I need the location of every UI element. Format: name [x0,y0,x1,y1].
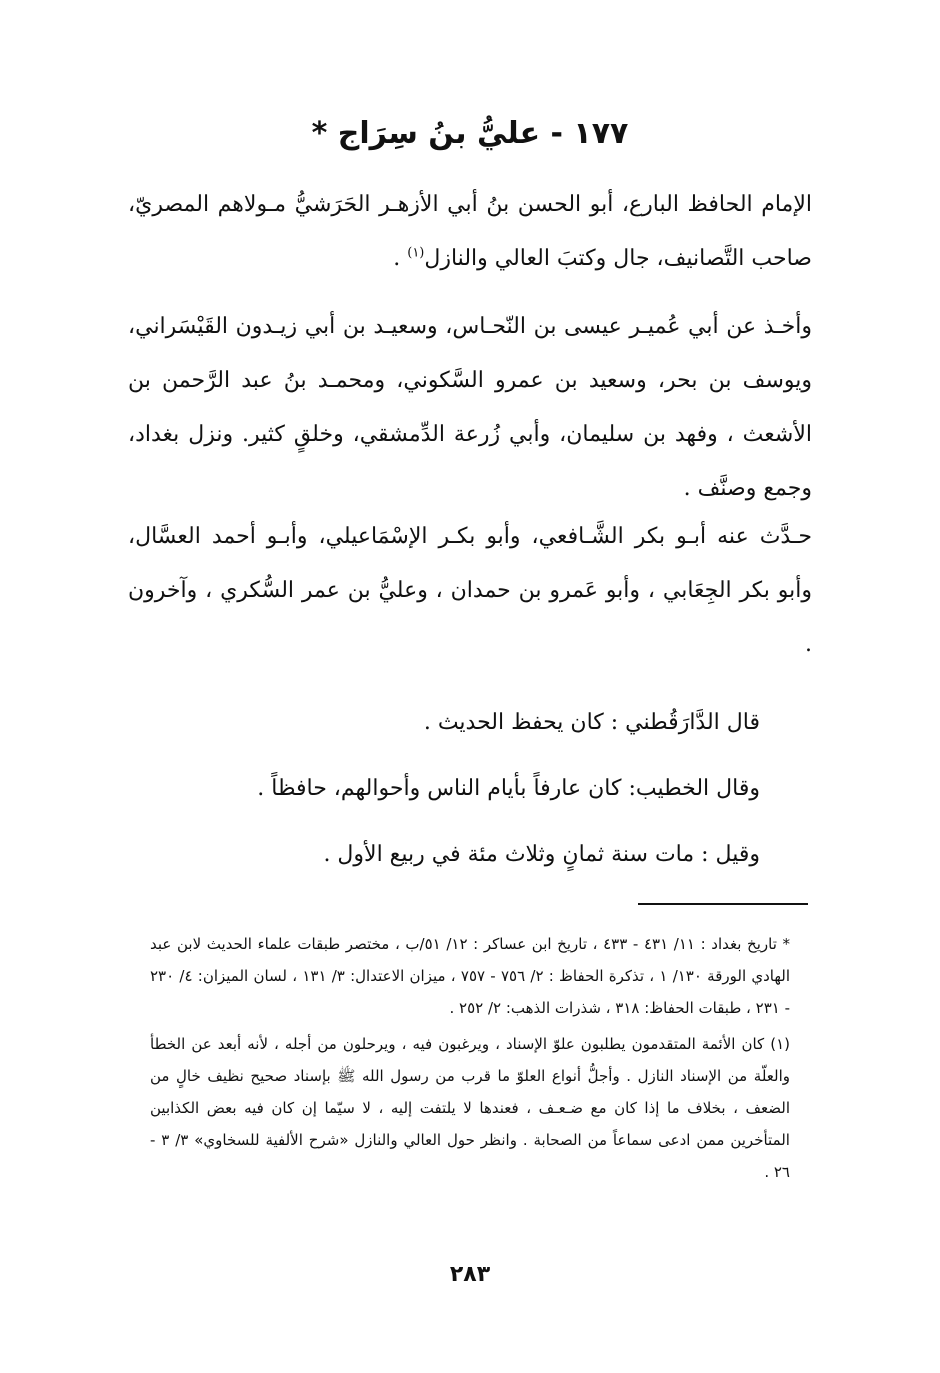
footnote-1: (١) كان الأئمة المتقدمون يطلبون علوّ الإسناد ، ويرغبون فيه ، ويرحلون من أجله ، لأنه أبعد عن الخطأ والعلّة من الإسناد النازل . وأجلُّ أنواع العلوّ ما قرب من رسول الله ﷺ بإسناد صحيح نظيف خالٍ من الضعف ، بخلاف ما إذا كان مع ضـعـف ، فعندها لا يلتفت إليه ، لا سيّما إن كان فيه بعض الكذابين المتأخرين ممن ادعى سماعاً من الصحابة . وانظر حول العالي والنازل «شرح الألفية للسخاوي» ٣/ ٣ - ٢٦ . [150,1035,790,1181]
footnote-sources: * تاريخ بغداد : ١١/ ٤٣١ - ٤٣٣ ، تاريخ ابن عساكر : ١٢/ ٥١/ب ، مختصر طبقات علماء الحديث لابن عبد الهادي الورقة ١٣٠/ ١ ، تذكرة الحفاظ : ٢/ ٧٥٦ - ٧٥٧ ، ميزان الاعتدال: ٣/ ١٣١ ، لسان الميزان: ٤/ ٢٣٠ - ٢٣١ ، طبقات الحفاظ: ٣١٨ ، شذرات الذهب: ٢/ ٢٥٢ . [150,935,790,1017]
quote-khatib: وقال الخطيب: كان عارفاً بأيام الناس وأحوالهم، حافظاً . [257,776,760,801]
quotes-block [128,690,760,888]
quote-death: وقيل : مات سنة ثمانٍ وثلاث مئة في ربيع الأول . [323,842,760,867]
footnote-reference-1: (١) [407,245,425,261]
page-number: ٢٨٣ [449,1262,491,1287]
entry-title: ١٧٧ - عليُّ بنُ سِرَاج * [311,116,629,151]
footnotes [150,928,790,1192]
footnote-divider [638,903,808,905]
paragraph-1-text: الإمام الحافظ البارع، أبو الحسن بنُ أبي الأزهـر الحَرَشيُّ مـولاهم المصريّ، صاحب التَّصانيف، جال وكتبَ العالي والنازل [128,192,812,271]
biography-paragraph-2: وأخـذ عن أبي عُميـر عيسى بن النّحـاس، وسعيـد بن أبي زيـدون القَيْسَراني، ويوسف بن بحر، وسعيد بن عمرو السَّكوني، ومحمـد بنُ عبد الرَّحمن بن الأشعث ، وفهد بن سليمان، وأبي زُرعة الدِّمشقي، وخلقٍ كثير. ونزل بغداد، وجمع وصنَّف . [128,314,812,501]
quote-daraqutni: قال الدَّارَقُطني : كان يحفظ الحديث . [423,710,760,735]
biography-paragraph-3: حـدَّث عنه أبـو بكر الشَّـافعي، وأبو بكـر الإسْمَاعيلي، وأبـو أحمد العسَّال، وأبو بكر الجِعَابي ، وأبو عَمرو بن حمدان ، وعليُّ بن عمر السُّكري ، وآخرون . [128,524,812,657]
biography-paragraph-1 [128,178,812,286]
paragraph-1-end: . [393,246,408,271]
